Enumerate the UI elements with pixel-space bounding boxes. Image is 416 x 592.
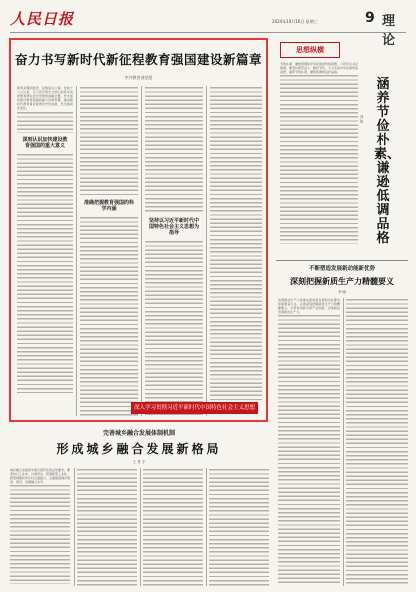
column-badge: 思想纵横 bbox=[280, 42, 340, 58]
sidebar-article-title[interactable]: 深刻把握新质生产力精髓要义 bbox=[290, 276, 394, 286]
bottom-article-column-4 bbox=[209, 468, 269, 586]
bottom-article-column-2 bbox=[77, 468, 137, 586]
bottom-article-author: 王 景 宇 bbox=[132, 460, 146, 464]
sidebar-article-column-2 bbox=[346, 298, 408, 586]
text-lines bbox=[210, 86, 262, 402]
bottom-article-text: 城乡融合发展是中国式现代化的必然要求。要坚持以工补农、以城带乡，统筹新型工业化、新型城镇化和乡村全面振兴，全面提高城乡规划、建设、治理融合水平。 bbox=[10, 468, 70, 485]
bottom-article-column-3 bbox=[143, 468, 203, 586]
column-divider bbox=[206, 468, 207, 586]
text-lines bbox=[145, 86, 203, 214]
column-divider bbox=[343, 298, 344, 586]
commentary-body bbox=[280, 62, 358, 254]
article-column-3 bbox=[145, 86, 203, 416]
section-name: 理论 bbox=[382, 14, 396, 48]
sidebar-article-column-1 bbox=[278, 298, 340, 586]
page-number: 9 bbox=[365, 10, 375, 26]
text-lines bbox=[17, 111, 73, 133]
theme-banner[interactable]: 深入学习贯彻习近平新时代中国特色社会主义思想 bbox=[131, 402, 258, 414]
column-divider bbox=[141, 86, 142, 416]
text-lines bbox=[346, 298, 408, 586]
text-lines bbox=[77, 468, 137, 586]
article-subhead-2: 准确把握教育强国的科学内涵 bbox=[84, 200, 135, 212]
article-column-2 bbox=[80, 86, 138, 416]
text-lines bbox=[80, 86, 138, 196]
text-lines bbox=[143, 468, 203, 586]
main-article-title: 奋力书写新时代新征程教育强国建设新篇章 bbox=[14, 52, 262, 67]
commentary-column[interactable] bbox=[276, 38, 408, 258]
sidebar-article-pretitle: 不断塑造发展新动能新优势 bbox=[308, 266, 375, 272]
section-divider bbox=[276, 260, 408, 261]
article-column-4 bbox=[210, 86, 262, 402]
text-lines bbox=[145, 240, 203, 416]
bottom-article-column-1 bbox=[10, 468, 70, 586]
article-column-1 bbox=[17, 86, 73, 416]
article-lead-text: 教育是强国建设、民族复兴之基。党的十八大以来，以习近平同志为核心的党中央把教育摆在优先发展的战略位置，作出加快建设教育强国的重大决策部署，推动新时代教育事业取得历史性成就、发生格局性变化。 bbox=[17, 86, 73, 111]
column-divider bbox=[206, 86, 207, 416]
sidebar-article-text: 发展新质生产力是推动高质量发展的内在要求和重要着力点。必须深刻把握新质生产力的精髓要义，以科技创新引领产业创新，因地制宜发展新质生产力。 bbox=[278, 298, 340, 315]
main-article-author: 中共教育部党组 bbox=[124, 75, 153, 80]
text-lines bbox=[209, 468, 269, 586]
column-divider bbox=[140, 468, 141, 586]
sidebar-article-author: 李 晓 bbox=[337, 290, 347, 294]
text-lines bbox=[278, 314, 340, 584]
commentary-author: 刘 波 bbox=[360, 115, 364, 124]
article-subhead-1: 深刻认识加快建设教育强国的重大意义 bbox=[22, 136, 68, 149]
masthead bbox=[10, 6, 406, 48]
newspaper-logo: 人民日报 bbox=[10, 10, 75, 28]
text-lines bbox=[17, 153, 73, 393]
main-article[interactable] bbox=[9, 38, 268, 422]
text-lines bbox=[280, 74, 358, 244]
bottom-article-pretitle: 完善城乡融合发展体制机制 bbox=[102, 430, 175, 437]
text-lines bbox=[10, 484, 70, 584]
column-divider bbox=[74, 468, 75, 586]
issue-date: 2024年10月16日 星期三 bbox=[272, 19, 318, 24]
article-subhead-3: 坚持以习近平新时代中国特色社会主义思想为指导 bbox=[149, 218, 200, 236]
column-divider bbox=[76, 86, 77, 416]
commentary-text: 节俭朴素、谦逊低调是中华民族的传统美德。习近平总书记强调，要坚持艰苦奋斗、勤俭节约，大力弘扬中华民族传统美德，涵养节俭朴素、谦逊低调的良好品格。 bbox=[280, 62, 358, 75]
commentary-title: 涵养节俭朴素、谦逊低调品格 bbox=[374, 77, 401, 246]
bottom-article-title[interactable]: 形成城乡融合发展新格局 bbox=[56, 442, 222, 456]
text-lines bbox=[80, 216, 138, 416]
